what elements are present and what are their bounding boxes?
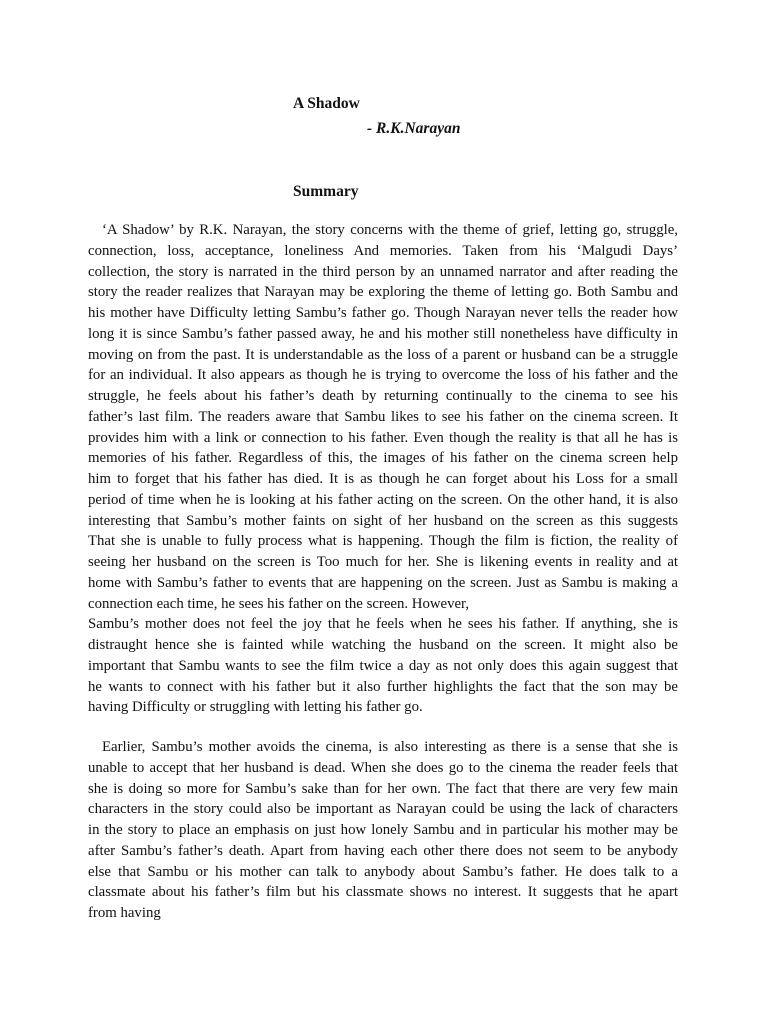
text-line: his mother have Difficulty letting Sambu’s father go. Though Narayan never tells the reader how bbox=[88, 305, 678, 321]
text-line: Sambu’s mother does not feel the joy that he feels when he sees his father. If anything, she is bbox=[88, 616, 678, 633]
summary-paragraph-2 bbox=[88, 737, 678, 924]
text-line: collection, the story is narrated in the third person by an unnamed narrator and after reading the bbox=[88, 263, 678, 280]
text-line: from having bbox=[88, 905, 161, 921]
text-line: connection each time, he sees his father on the screen. However, bbox=[88, 595, 470, 612]
document-author: - R.K.Narayan bbox=[367, 120, 461, 137]
text-line: provides him with a link or connection to his father. Even though the reality is that all he has is bbox=[88, 429, 678, 446]
text-line: he wants to connect with his father but it also further highlights the fact that the son may be bbox=[88, 678, 678, 695]
text-line: him to forget that his father has died. It is as though he can forget about his Loss for a small bbox=[88, 471, 678, 487]
text-line: ‘A Shadow’ by R.K. Narayan, the story concerns with the theme of grief, letting go, struggle, bbox=[102, 222, 678, 238]
text-line: story the reader realizes that Narayan may be exploring the theme of letting go. Both Sambu and bbox=[88, 284, 678, 301]
text-line: period of time when he is looking at his father acting on the screen. On the other hand, it is also bbox=[88, 491, 678, 508]
text-line: for an individual. It also appears as though he is trying to overcome the loss of his father and the bbox=[88, 367, 678, 384]
text-line: classmate about his father’s film but his classmate shows no interest. It suggests that he apart bbox=[88, 884, 678, 901]
text-line: struggle, he feels about his father’s death by returning continually to the cinema to see his bbox=[88, 388, 678, 404]
text-line: characters in the story could also be important as Narayan could be using the lack of characters bbox=[88, 801, 678, 818]
text-line: having Difficulty or struggling with letting his father go. bbox=[88, 699, 423, 716]
text-line: distraught hence she is fainted while watching the husband on the screen. It might also be bbox=[88, 637, 678, 653]
text-line: father’s last film. The readers aware that Sambu likes to see his father on the cinema screen. It bbox=[88, 408, 678, 425]
text-line: unable to accept that her husband is dead. When she does go to the cinema the reader feels that bbox=[88, 759, 678, 776]
section-heading: Summary bbox=[293, 183, 359, 200]
text-line: home with Sambu’s father to events that are happening on the screen. Just as Sambu is making a bbox=[88, 574, 678, 591]
text-line: interesting that Sambu’s mother faints on sight of her husband on the screen as this suggests bbox=[88, 512, 678, 529]
text-line: in the story to place an emphasis on just how lonely Sambu and in particular his mother may be bbox=[88, 822, 678, 838]
text-line: memories of his father. Regardless of this, the images of his father on the cinema screen help bbox=[88, 450, 678, 467]
text-line: long it is since Sambu’s father passed away, he and his mother still nonetheless have difficulty in bbox=[88, 325, 678, 342]
summary-paragraph-1 bbox=[88, 220, 678, 718]
text-line: moving on from the past. It is understandable as the loss of a parent or husband can be a struggle bbox=[88, 346, 678, 363]
text-line: after Sambu’s father’s death. Apart from having each other there does not seem to be anybody bbox=[88, 842, 678, 859]
text-line: connection, loss, acceptance, loneliness And memories. Taken from his ‘Malgudi Days’ bbox=[88, 242, 678, 259]
text-line: seeing her husband on the screen is Too much for her. She is likening events in reality and at bbox=[88, 554, 678, 570]
text-line: Earlier, Sambu’s mother avoids the cinema, is also interesting as there is a sense that she is bbox=[102, 739, 678, 755]
text-line: That she is unable to fully process what is happening. Though the film is fiction, the reality of bbox=[88, 533, 678, 550]
document-title: A Shadow bbox=[293, 95, 360, 112]
text-line: important that Sambu wants to see the film twice a day as not only does this again suggest that bbox=[88, 657, 678, 674]
text-line: she is doing so more for Sambu’s sake than for her own. The fact that there are very few main bbox=[88, 780, 678, 797]
text-line: else that Sambu or his mother can talk to anybody about Sambu’s father. He does talk to a bbox=[88, 863, 678, 880]
